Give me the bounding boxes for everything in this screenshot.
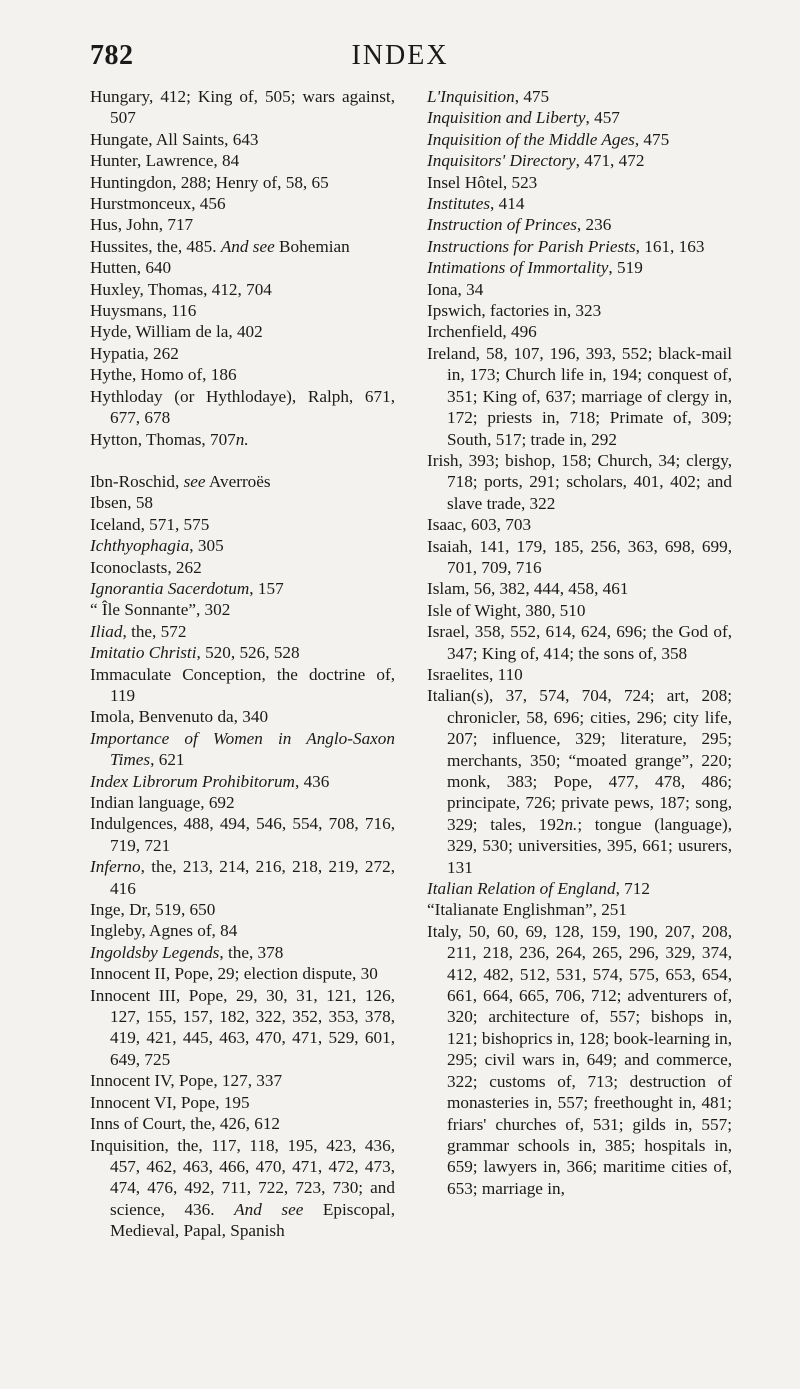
index-columns — [90, 86, 730, 1376]
index-entry: Ichthyophagia, 305 — [90, 536, 224, 556]
index-entry: Italy, 50, 60, 69, 128, 159, 190, 207, 208, 211, 218, 236, 264, 265, 296, 329, 374, 412, 482, 512, 531, 574, 575, 653, 654, 661, 664, 665, 706, 712; adventurers of, 320; architecture of, 557; bishops in, 121; bishoprics in, 128; book-learning in, 295; civil wars in, 649; and commerce, 322; customs of, 713; destruction of monasteries in, 557; freethought in, 481; friars' churches of, 531; gilds in, 557; grammar schools in, 385; hospitals in, 659; lawyers in, 366; maritime cities of, 653; marriage in, — [427, 921, 732, 1198]
index-entry: Huysmans, 116 — [90, 301, 197, 321]
index-entry: Hungate, All Saints, 643 — [90, 129, 259, 149]
index-entry: “ Île Sonnante”, 302 — [90, 600, 231, 620]
index-entry: Israel, 358, 552, 614, 624, 696; the God of, 347; King of, 414; the sons of, 358 — [427, 622, 732, 663]
index-column-right — [427, 86, 732, 1199]
index-entry: Israelites, 110 — [427, 664, 523, 684]
index-entry: Iceland, 571, 575 — [90, 514, 210, 534]
index-entry: Iliad, the, 572 — [90, 621, 187, 641]
index-entry: Isaac, 603, 703 — [427, 515, 532, 535]
index-entry: Hunter, Lawrence, 84 — [90, 151, 240, 171]
letter-section-gap — [90, 450, 395, 471]
index-entry: Intimations of Immortality, 519 — [427, 258, 643, 278]
index-entry: Innocent III, Pope, 29, 30, 31, 121, 126, 127, 155, 157, 182, 322, 352, 353, 378, 419, 421, 445, 463, 470, 471, 529, 601, 649, 725 — [90, 985, 395, 1069]
index-entry: Hythe, Homo of, 186 — [90, 365, 237, 385]
index-entry: Huntingdon, 288; Henry of, 58, 65 — [90, 172, 329, 192]
index-entry: Ibsen, 58 — [90, 493, 154, 513]
index-entry: Iona, 34 — [427, 279, 484, 299]
index-entry: Insel Hôtel, 523 — [427, 172, 538, 192]
index-entry: Inns of Court, the, 426, 612 — [90, 1114, 281, 1134]
index-entry: Indian language, 692 — [90, 793, 235, 812]
index-entry: Inquisition, the, 117, 118, 195, 423, 436, 457, 462, 463, 466, 470, 471, 472, 473, 474, 476, 492, 711, 722, 723, 730; and science, 436. And see Episcopal, Medieval, Papal, Spanish — [90, 1135, 395, 1241]
index-entry: Innocent VI, Pope, 195 — [90, 1092, 250, 1112]
index-entry: Inquisition and Liberty, 457 — [427, 108, 620, 128]
page-header — [90, 40, 710, 80]
index-entry: Irchenfield, 496 — [427, 322, 537, 342]
index-entry: Irish, 393; bishop, 158; Church, 34; clergy, 718; ports, 291; scholars, 401, 402; and slave trade, 322 — [427, 450, 732, 513]
index-entry: Inquisitors' Directory, 471, 472 — [427, 151, 645, 171]
index-entry: Hutten, 640 — [90, 258, 172, 278]
index-entry: Hussites, the, 485. And see Bohemian — [90, 236, 350, 256]
index-entry: Ignorantia Sacerdotum, 157 — [90, 578, 284, 598]
index-entry: Inferno, the, 213, 214, 216, 218, 219, 272, 416 — [90, 857, 395, 898]
index-entry: Indulgences, 488, 494, 546, 554, 708, 716, 719, 721 — [90, 814, 395, 855]
index-entry: Index Librorum Prohibitorum, 436 — [90, 771, 330, 791]
index-entry: Islam, 56, 382, 444, 458, 461 — [427, 579, 629, 599]
page-title: INDEX — [351, 40, 449, 71]
index-entry: Imola, Benvenuto da, 340 — [90, 707, 269, 727]
index-entry: Importance of Women in Anglo-Saxon Times, 621 — [90, 728, 395, 770]
index-entry: Isaiah, 141, 179, 185, 256, 363, 698, 699, 701, 709, 716 — [427, 536, 732, 577]
index-entry: Italian Relation of England, 712 — [427, 879, 650, 899]
index-entry: Ingoldsby Legends, the, 378 — [90, 942, 284, 962]
index-entry: Iconoclasts, 262 — [90, 557, 202, 577]
index-entry: Hurstmonceux, 456 — [90, 194, 226, 214]
index-entry: Imitatio Christi, 520, 526, 528 — [90, 643, 300, 663]
index-entry: Inge, Dr, 519, 650 — [90, 900, 216, 920]
index-entry: Hyde, William de la, 402 — [90, 322, 263, 342]
index-entry: Innocent II, Pope, 29; election dispute, 30 — [90, 964, 378, 984]
index-entry: Ingleby, Agnes of, 84 — [90, 921, 238, 941]
index-entry: “Italianate Englishman”, 251 — [427, 900, 627, 920]
index-entry: Ireland, 58, 107, 196, 393, 552; black-mail in, 173; Church life in, 194; conquest of, 351; King of, 637; marriage of clergy in, 172; priests in, 718; Primate of, 309; South, 517; trade in, 292 — [427, 343, 732, 449]
index-entry: Immaculate Conception, the doctrine of, 119 — [90, 664, 395, 705]
index-entry: Ipswich, factories in, 323 — [427, 301, 602, 321]
index-entry: Instructions for Parish Priests, 161, 163 — [427, 236, 705, 256]
index-column-left — [90, 86, 395, 1242]
index-entry: Hus, John, 717 — [90, 215, 194, 235]
index-entry: Huxley, Thomas, 412, 704 — [90, 279, 272, 299]
index-entry: Institutes, 414 — [427, 194, 525, 214]
index-entry: Inquisition of the Middle Ages, 475 — [427, 129, 670, 149]
page-number: 782 — [90, 40, 134, 71]
index-entry: Isle of Wight, 380, 510 — [427, 600, 586, 620]
index-entry: Italian(s), 37, 574, 704, 724; art, 208; chronicler, 58, 696; cities, 296; city life, 207; influence, 329; literature, 295; merchants, 350; “moated grange”, 220; monk, 383; Pope, 477, 478, 486; principate, 726; private pews, 187; song, 329; tales, 192n.; tongue (language), 329, 530; universities, 395, 661; usurers, 131 — [427, 686, 732, 877]
index-entry: Hungary, 412; King of, 505; wars against, 507 — [90, 87, 395, 128]
index-entry: L'Inquisition, 475 — [427, 87, 550, 106]
index-entry: Hypatia, 262 — [90, 343, 179, 363]
index-entry: Hytton, Thomas, 707n. — [90, 429, 249, 449]
index-entry: Hythloday (or Hythlodaye), Ralph, 671, 677, 678 — [90, 386, 395, 428]
index-entry: Ibn-Roschid, see Averroës — [90, 471, 271, 491]
index-entry: Instruction of Princes, 236 — [427, 215, 612, 235]
index-entry: Innocent IV, Pope, 127, 337 — [90, 1071, 283, 1091]
